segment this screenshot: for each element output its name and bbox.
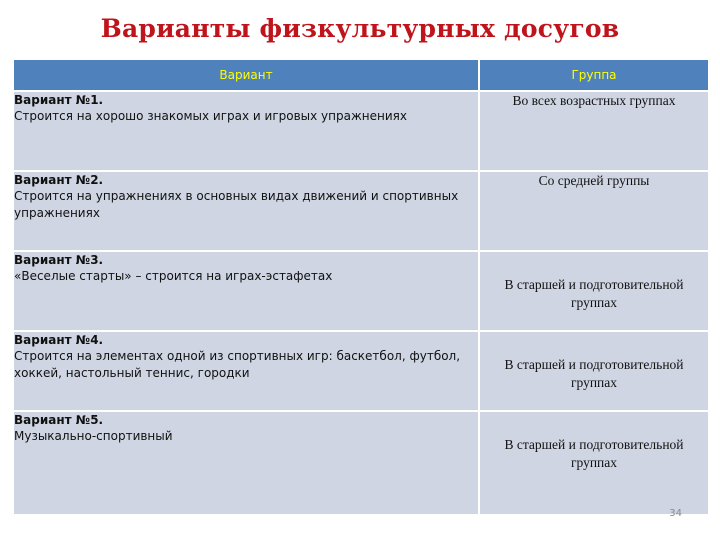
table-row [13, 91, 709, 171]
variant-description: Строится на хорошо знакомых играх и игровых упражнениях [14, 109, 407, 123]
group-cell: В старшей и подготовительной группах [479, 411, 709, 515]
slide-title: Варианты физкультурных досугов [100, 14, 620, 43]
variants-table [12, 60, 710, 516]
variant-name: Вариант №3. [14, 253, 104, 267]
variant-cell [13, 171, 479, 251]
variant-name: Вариант №4. [14, 333, 104, 347]
variant-description: Строится на элементах одной из спортивных игр: баскетбол, футбол, хоккей, настольный теннис, городки [14, 349, 461, 380]
table-row [13, 331, 709, 411]
group-cell: Со средней группы [479, 171, 709, 251]
variant-cell [13, 91, 479, 171]
table-row [13, 171, 709, 251]
header-group: Группа [479, 60, 709, 91]
page-number: 34 [669, 508, 682, 519]
variant-description: Музыкально-спортивный [14, 429, 173, 443]
table-row [13, 411, 709, 515]
variant-cell [13, 251, 479, 331]
variant-name: Вариант №1. [14, 93, 104, 107]
group-cell: Во всех возрастных группах [479, 91, 709, 171]
variant-cell [13, 411, 479, 515]
table-row [13, 251, 709, 331]
variant-description: «Веселые старты» – строится на играх-эстафетах [14, 269, 333, 283]
variant-name: Вариант №5. [14, 413, 104, 427]
variant-description: Строится на упражнениях в основных видах движений и спортивных упражнениях [14, 189, 459, 220]
group-cell: В старшей и подготовительной группах [479, 331, 709, 411]
variant-cell [13, 331, 479, 411]
group-cell: В старшей и подготовительной группах [479, 251, 709, 331]
table-header-row [13, 60, 709, 91]
variant-name: Вариант №2. [14, 173, 104, 187]
header-variant: Вариант [13, 60, 479, 91]
